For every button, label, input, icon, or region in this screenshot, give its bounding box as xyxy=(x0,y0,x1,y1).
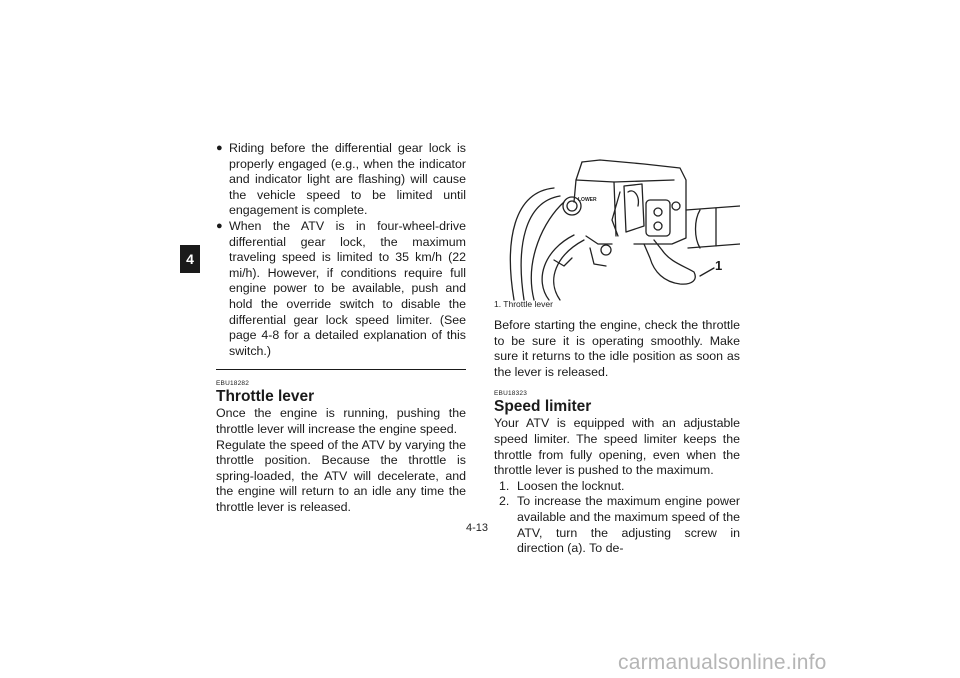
bullet-item xyxy=(216,141,466,219)
step-text: Loosen the locknut. xyxy=(517,478,625,493)
step-text: To increase the maximum engine power available and the maximum speed of the ATV, turn the adjusting screw in direction (a). To de- xyxy=(517,494,740,556)
right-column xyxy=(494,318,740,557)
bullet-icon: ● xyxy=(216,142,223,154)
page-number: 4-13 xyxy=(466,522,489,534)
paragraph: Regulate the speed of the ATV by varying the throttle position. Because the throttle is spring-loaded, the ATV will decelerate, and the engine will return to an idle any time the throttle lever is released. xyxy=(216,437,466,514)
paragraph: Before starting the engine, check the throttle to be sure it is operating smoothly. Make sure it returns to the idle position as soon as the lever is released. xyxy=(494,318,740,379)
left-column xyxy=(216,141,466,515)
steps-list xyxy=(494,479,740,557)
watermark-link[interactable]: carmanualsonline.info xyxy=(618,651,827,674)
paragraph: Your ATV is equipped with an adjustable speed limiter. The speed limiter keeps the throttle from fully opening, even when the throttle lever is pushed to the maximum. xyxy=(494,416,740,478)
bullet-icon: ● xyxy=(216,219,223,232)
section-code: EBU18323 xyxy=(494,390,528,398)
bullet-item xyxy=(216,219,466,359)
section-divider xyxy=(216,369,466,370)
chapter-tab: 4 xyxy=(180,245,200,273)
bullet-text: Riding before the differential gear lock is properly engaged (e.g., when the indicator and indicator light are flashing) will cause the vehicle speed to be limited until engagement is complete. xyxy=(229,141,466,218)
section-code: EBU18282 xyxy=(216,380,250,388)
paragraph: Once the engine is running, pushing the throttle lever will increase the engine speed. xyxy=(216,406,466,436)
bullet-text: When the ATV is in four-wheel-drive differential gear lock, the maximum traveling speed is limited to 35 km/h (22 mi/h). However, if conditions require full engine power to be available, push and hold the override switch to disable the differential gear lock speed limiter. (See page 4-8 for a detailed explanation of this switch.) xyxy=(229,218,466,358)
section-heading: Throttle lever xyxy=(216,388,315,406)
step-number: 1. xyxy=(499,478,510,493)
throttle-lever-illustration xyxy=(494,140,740,302)
callout-number: 1 xyxy=(715,258,723,273)
list-item xyxy=(494,479,740,495)
list-item xyxy=(494,494,740,556)
section-heading: Speed limiter xyxy=(494,398,592,416)
handlebar-drawing xyxy=(494,140,740,302)
lower-switch-label: LOWER xyxy=(578,197,597,203)
figure-caption: 1. Throttle lever xyxy=(494,299,553,309)
step-number: 2. xyxy=(499,494,510,509)
